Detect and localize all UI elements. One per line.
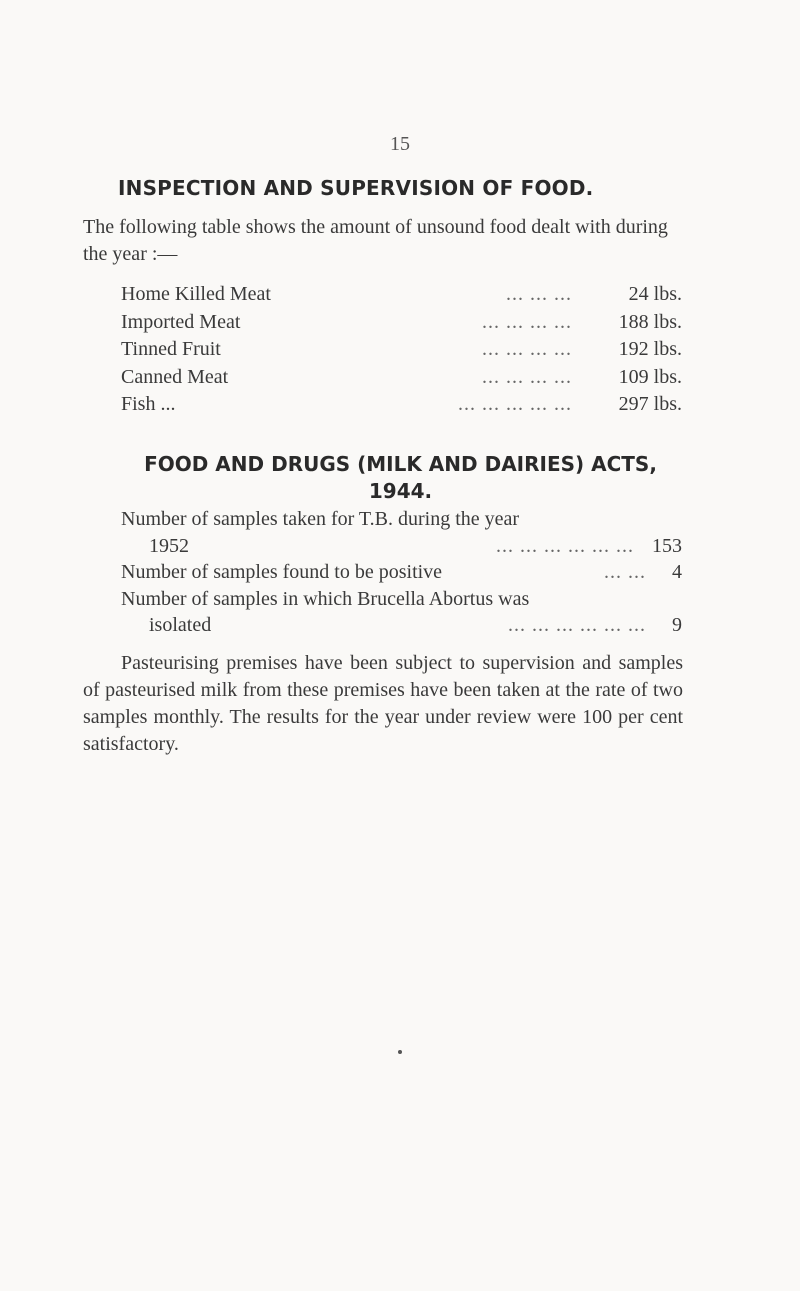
food-label: Home Killed Meat <box>121 283 271 305</box>
page-number: 15 <box>390 133 410 155</box>
closing-paragraph: Pasteurising premises have been subject to supervision and samples of pasteurised milk from these premises have been taken at the rate of two samples monthly. The results for the year under review were 100 per cent satisfactory. <box>83 652 683 755</box>
samples-taken-year: 1952 <box>149 534 189 557</box>
table-row <box>121 391 682 419</box>
leader-dots: ... ... ... ... ... <box>458 393 572 415</box>
leader-dots: ... ... ... ... <box>482 310 572 333</box>
leader-dots: ... ... ... ... ... ... <box>508 614 646 636</box>
food-amount: 24 lbs. <box>628 283 682 305</box>
page-dot <box>398 1050 402 1054</box>
samples-brucella-line1: Number of samples in which Brucella Abortus was <box>121 587 530 610</box>
food-label: Canned Meat <box>121 365 229 388</box>
section-heading-food-inspection: INSPECTION AND SUPERVISION OF FOOD. <box>118 176 594 200</box>
leader-dots: ... ... ... ... <box>482 338 572 360</box>
table-row <box>121 281 682 309</box>
samples-taken-value: 153 <box>652 534 682 557</box>
samples-positive-text: Number of samples found to be positive <box>121 561 443 583</box>
samples-positive-value: 4 <box>672 561 682 583</box>
food-label: Tinned Fruit <box>121 338 221 360</box>
section-heading-food-and-drugs: FOOD AND DRUGS (MILK AND DAIRIES) ACTS, 1944. <box>144 452 657 503</box>
leader-dots: ... ... ... ... <box>482 365 572 388</box>
table-row <box>121 364 682 392</box>
food-label: Fish ... <box>121 393 176 415</box>
table-row <box>121 336 682 364</box>
food-amount: 297 lbs. <box>618 393 682 415</box>
food-amount: 192 lbs. <box>618 338 682 360</box>
samples-brucella-word: isolated <box>149 614 212 636</box>
samples-brucella-value: 9 <box>672 614 682 636</box>
leader-dots: ... ... ... <box>506 283 572 305</box>
samples-taken-line2 <box>121 533 682 560</box>
food-amount: 109 lbs. <box>618 365 682 388</box>
leader-dots: ... ... <box>604 561 646 583</box>
unsound-food-table <box>121 281 682 419</box>
intro-text: The following table shows the amount of unsound food dealt with during the year :— <box>83 216 668 265</box>
table-row <box>121 309 682 337</box>
leader-dots: ... ... ... ... ... ... <box>496 534 634 557</box>
samples-positive-line <box>121 559 682 586</box>
food-amount: 188 lbs. <box>618 310 682 333</box>
samples-brucella-line2 <box>121 612 682 639</box>
samples-taken-line1: Number of samples taken for T.B. during the year <box>121 508 520 530</box>
food-label: Imported Meat <box>121 310 241 333</box>
samples-list <box>121 506 682 639</box>
intro-paragraph <box>83 214 683 268</box>
